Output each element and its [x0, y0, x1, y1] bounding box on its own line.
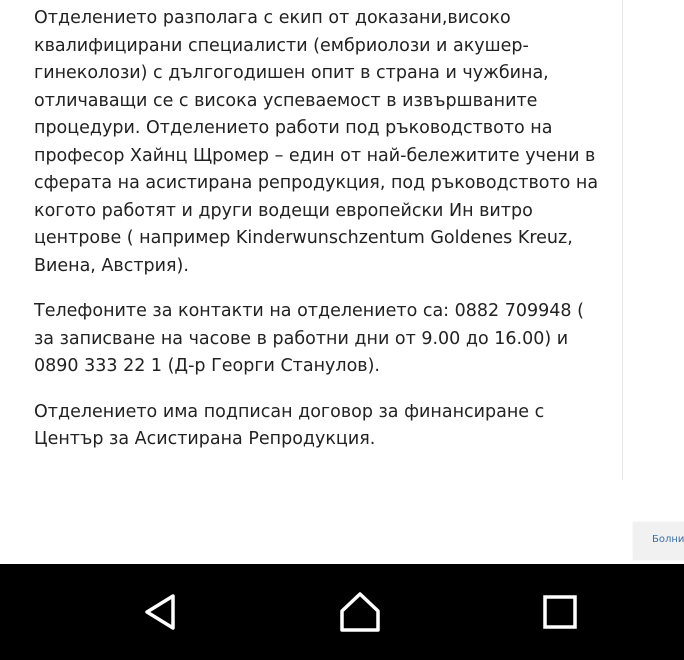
column-divider: [622, 0, 623, 480]
paragraph-phones: Телефоните за контакти на отделението са: 0882 709948 ( за записване на часове в работни дни от 9.00 до 16.00) и 0890 333 22 1 (Д-р Георги Станулов).: [34, 301, 584, 376]
paragraph-team: Отделението разполага с екип от доказани,високо квалифицирани специалисти (ембриолози и акушер-гинеколози) с дългогодишен опит в страна и чужбина, отличаващи се с висока успеваемост в извършваните процедури. Отделението работи под ръководството на професор Хайнц Щромер – един от най-бележитите учени в сферата на асистирана репродукция, под ръководството на когото работят и други водещи европейски Ин витро центрове ( например Kinderwunschzentum Goldenes Kreuz, Виена, Австрия).: [34, 8, 599, 276]
system-navigation-bar: [0, 564, 684, 660]
side-tab-label: Болни: [652, 534, 684, 545]
back-triangle-icon: [140, 592, 180, 632]
recent-square-icon: [542, 594, 578, 630]
back-button[interactable]: [136, 588, 184, 636]
side-tab-hospitals[interactable]: [633, 522, 684, 560]
recent-apps-button[interactable]: [536, 588, 584, 636]
paragraph-financing: Отделението има подписан договор за финансиране с Център за Асистирана Репродукция.: [34, 401, 545, 449]
article-body: [34, 5, 604, 472]
home-button[interactable]: [336, 588, 384, 636]
home-pentagon-icon: [338, 590, 382, 634]
